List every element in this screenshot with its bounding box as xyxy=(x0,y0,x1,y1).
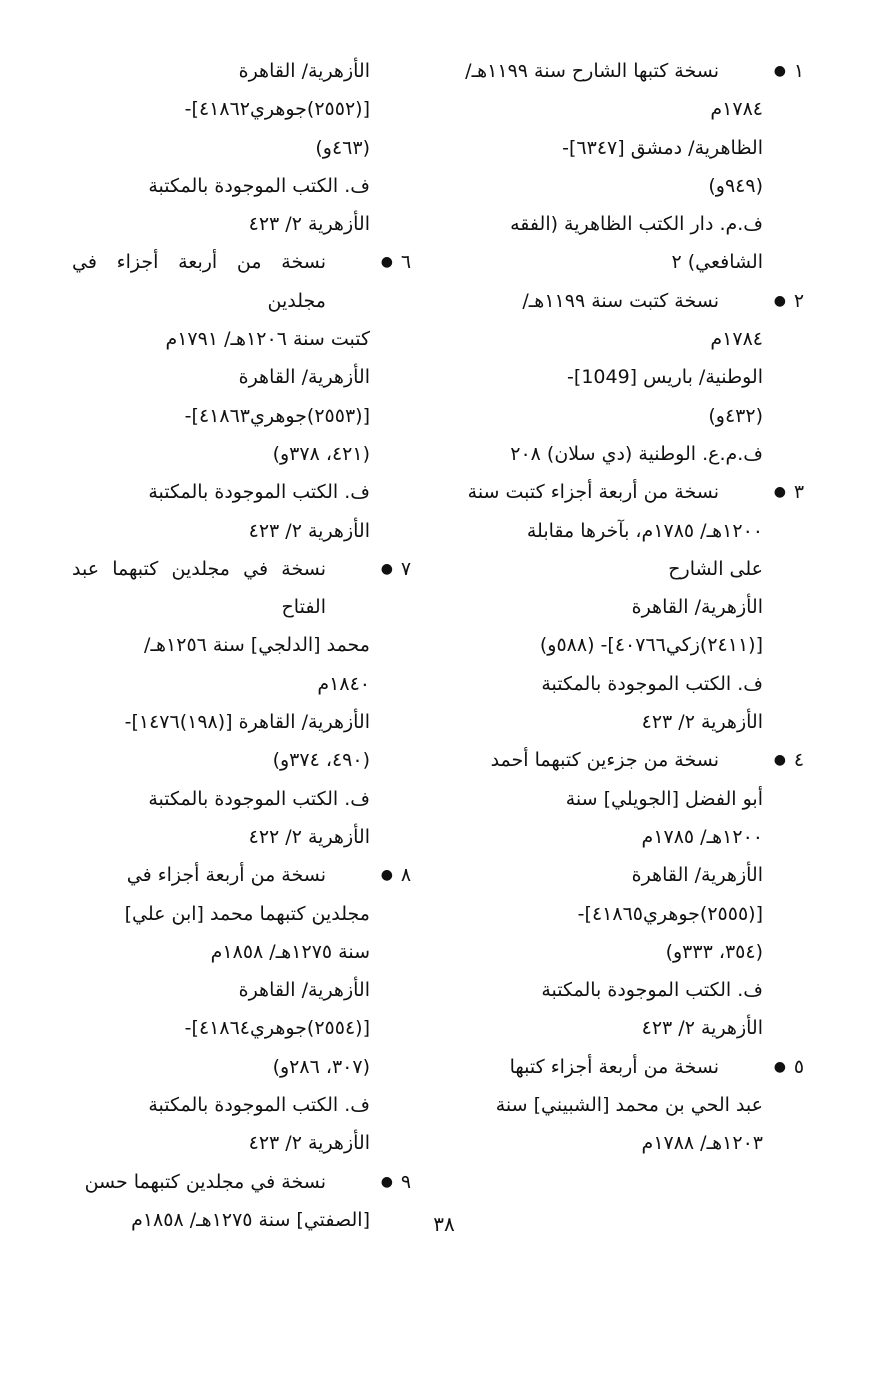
entry-number: ٥ xyxy=(793,1055,805,1078)
entry-text-line: محمد [الدلجي] سنة ١٢٥٦هـ/ xyxy=(144,634,370,657)
entry-text-line: مجلدين كتبهما محمد [ابن علي] xyxy=(124,902,370,925)
left-column xyxy=(72,52,414,1239)
entry-text-line: سنة ١٢٧٥هـ/ ١٨٥٨م xyxy=(210,940,370,963)
entry-text-line: نسخة من أربعة أجزاء في مجلدين xyxy=(72,251,326,312)
entry-text-line: ف. الكتب الموجودة بالمكتبة xyxy=(541,979,763,1002)
entry-text-line: الأزهرية/ القاهرة xyxy=(238,979,370,1002)
bullet-icon: ● xyxy=(773,292,787,309)
entry-text-line: [الصفتي] سنة ١٢٧٥هـ/ ١٨٥٨م xyxy=(131,1208,370,1231)
entry-first-line xyxy=(462,741,807,779)
entry-text-line: نسخة من أربعة أجزاء كتبت سنة xyxy=(467,481,719,504)
entry-text-line: (٤٦٣و) xyxy=(315,136,370,159)
entry-text-line: ف. الكتب الموجودة بالمكتبة xyxy=(541,672,763,695)
entry-number: ٨ xyxy=(400,864,412,887)
entry-text-line: نسخة من أربعة أجزاء كتبها xyxy=(509,1055,719,1078)
entry-text-line: ١٢٠٠هـ/ ١٧٨٥م xyxy=(641,825,763,848)
entry-text-line: [(٢٥٥٥)جوهري٤١٨٦٥]- xyxy=(577,902,763,925)
entry-number: ٩ xyxy=(400,1170,412,1193)
entry-text-line: ف.م. دار الكتب الظاهرية (الفقه xyxy=(510,213,763,236)
entry-text-line: ١٢٠٠هـ/ ١٧٨٥م، بآخرها مقابلة xyxy=(526,519,763,542)
entry-text-line: ف. الكتب الموجودة بالمكتبة xyxy=(148,174,370,197)
entry-first-line xyxy=(72,243,414,320)
entry-text-line: [(٢٥٥٢)جوهري٤١٨٦٢]- xyxy=(184,98,370,121)
entry-text-line: الأزهرية ٢/ ٤٢٣ xyxy=(248,213,370,236)
right-column xyxy=(462,52,807,1163)
entry-text-line: ١٧٨٤م xyxy=(710,328,763,351)
bullet-icon: ● xyxy=(773,63,787,79)
entry-text-line: كتبت سنة ١٢٠٦هـ/ ١٧٩١م xyxy=(165,328,370,351)
entry-text-line: عبد الحي بن محمد [الشبيني] سنة xyxy=(495,1094,763,1117)
manuscript-entry xyxy=(72,856,414,1162)
entry-first-line xyxy=(462,52,807,90)
bullet-icon: ● xyxy=(773,1058,787,1075)
entry-text-line: الأزهرية ٢/ ٤٢٣ xyxy=(248,1132,370,1155)
entry-text-line: نسخة كتبت سنة ١١٩٩هـ/ xyxy=(522,289,719,312)
bullet-icon: ● xyxy=(380,254,394,271)
entry-text-line: (٤٣٢و) xyxy=(708,404,763,427)
page-number: ٣٨ xyxy=(433,1212,455,1236)
entry-text-line: (٩٤٩و) xyxy=(708,174,763,197)
manuscript-entry xyxy=(72,52,414,243)
entry-first-line xyxy=(72,1163,414,1201)
entry-first-line xyxy=(462,282,807,320)
entry-number: ٢ xyxy=(793,289,805,312)
entry-text-line: ف.م.ع. الوطنية (دي سلان) ٢٠٨ xyxy=(510,442,763,465)
entry-text-line: ١٢٠٣هـ/ ١٧٨٨م xyxy=(641,1132,763,1155)
entry-number: ٧ xyxy=(400,557,412,580)
manuscript-entry xyxy=(462,741,807,1047)
entry-text-line: نسخة كتبها الشارح سنة ١١٩٩هـ/ xyxy=(465,60,719,82)
entry-text-line: ١٨٤٠م xyxy=(317,672,370,695)
entry-text-line: الشافعي) ٢ xyxy=(671,251,763,274)
entry-text-line: الأزهرية/ القاهرة [(١٩٨)١٤٧٦]- xyxy=(124,711,370,734)
manuscript-entry xyxy=(72,243,414,549)
bullet-icon: ● xyxy=(380,560,394,577)
entry-first-line xyxy=(462,1048,807,1086)
bullet-icon: ● xyxy=(773,484,787,501)
entry-text-line: الأزهرية ٢/ ٤٢٣ xyxy=(641,711,763,734)
manuscript-entry xyxy=(462,473,807,741)
bullet-icon: ● xyxy=(380,1173,394,1190)
entry-text-line: الأزهرية/ القاهرة xyxy=(238,60,370,82)
entry-text-line: (٣٠٧، ٢٨٦و) xyxy=(272,1055,370,1078)
entry-first-line xyxy=(72,856,414,894)
manuscript-entry xyxy=(462,52,807,282)
bullet-icon: ● xyxy=(773,752,787,769)
entry-text-line: [(٢٤١١)زكي٤٠٧٦٦]- (٥٨٨و) xyxy=(539,634,763,657)
entry-text-line: نسخة من جزءين كتبهما أحمد xyxy=(490,749,719,772)
entry-text-line: الأزهرية ٢/ ٤٢٣ xyxy=(641,1017,763,1040)
entry-text-line: ف. الكتب الموجودة بالمكتبة xyxy=(148,1094,370,1117)
entry-text-line: نسخة في مجلدين كتبهما عبد الفتاح xyxy=(72,557,326,619)
entry-number: ٣ xyxy=(793,481,805,504)
entry-text-line: (٣٥٤، ٣٣٣و) xyxy=(665,940,763,963)
entry-text-line: أبو الفضل [الجويلي] سنة xyxy=(565,787,763,810)
entry-text-line: ف. الكتب الموجودة بالمكتبة xyxy=(148,787,370,810)
entry-text-line: الأزهرية/ القاهرة xyxy=(238,366,370,389)
entry-text-line: [(٢٥٥٤)جوهري٤١٨٦٤]- xyxy=(184,1017,370,1040)
entry-text-line: (٤٩٠، ٣٧٤و) xyxy=(272,749,370,772)
entry-text-line: على الشارح xyxy=(668,557,763,580)
entry-text-line: (٤٢١، ٣٧٨و) xyxy=(272,442,370,465)
entry-text-line: الظاهرية/ دمشق [٦٣٤٧]- xyxy=(562,136,763,159)
manuscript-entry xyxy=(462,1048,807,1163)
entry-text-line: ١٧٨٤م xyxy=(710,98,763,121)
entry-text-line: [(٢٥٥٣)جوهري٤١٨٦٣]- xyxy=(184,404,370,427)
entry-number: ١ xyxy=(793,60,805,82)
entry-text-line: الأزهرية/ القاهرة xyxy=(631,596,763,619)
entry-text-line: الأزهرية ٢/ ٤٢٢ xyxy=(248,825,370,848)
entry-text-line: الأزهرية ٢/ ٤٢٣ xyxy=(248,519,370,542)
entry-text-line: ف. الكتب الموجودة بالمكتبة xyxy=(148,481,370,504)
entry-text-line: نسخة في مجلدين كتبهما حسن xyxy=(84,1170,326,1193)
manuscript-entry xyxy=(72,550,414,856)
entry-number: ٤ xyxy=(793,749,805,772)
manuscript-entry xyxy=(462,282,807,473)
bullet-icon: ● xyxy=(380,867,394,884)
entry-first-line xyxy=(72,550,414,627)
entry-text-line: نسخة من أربعة أجزاء في xyxy=(126,864,326,887)
entry-number: ٦ xyxy=(400,251,412,274)
entry-first-line xyxy=(462,473,807,511)
entry-text-line: الأزهرية/ القاهرة xyxy=(631,864,763,887)
entry-text-line: الوطنية/ باريس [1049]- xyxy=(567,366,763,389)
